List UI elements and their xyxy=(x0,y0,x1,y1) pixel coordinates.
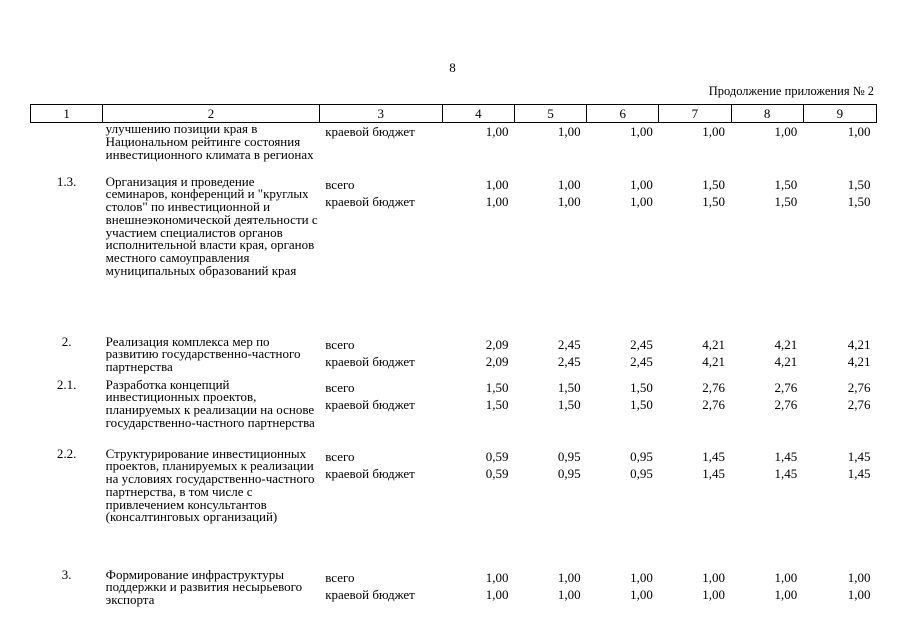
value-cell xyxy=(731,567,803,607)
value-cell xyxy=(659,123,731,174)
funding-source-cell xyxy=(319,334,442,377)
value-cell xyxy=(442,377,514,446)
amount-value: 1,00 xyxy=(557,569,581,585)
value-cell xyxy=(442,334,514,377)
amount-value: 1,00 xyxy=(702,587,726,602)
funding-source-cell xyxy=(319,567,442,607)
amount-value: 1,50 xyxy=(557,379,581,395)
amount-value: 0,59 xyxy=(485,448,509,464)
amount-value: 1,45 xyxy=(702,448,726,464)
amount-value: 1,00 xyxy=(485,587,509,602)
amount-value: 2,76 xyxy=(702,379,726,395)
funding-source: краевой бюджет xyxy=(325,397,415,412)
header-col-4: 4 xyxy=(442,105,514,123)
amount-value: 1,50 xyxy=(485,379,509,395)
amount-value: 0,95 xyxy=(557,448,581,464)
amount-value: 1,00 xyxy=(557,176,581,192)
row-description: Структурирование инвестиционных проектов, планируемых к реализации на условиях государственно-частного партнерства, в том числе с привлечением консультантов (консалтинговых организаций) xyxy=(105,445,315,525)
funding-source-cell xyxy=(319,174,442,334)
amount-value: 1,50 xyxy=(847,176,871,192)
value-cell xyxy=(587,123,659,174)
header-col-9: 9 xyxy=(803,105,876,123)
value-cell xyxy=(659,446,731,567)
funding-source: краевой бюджет xyxy=(325,587,415,602)
row-description: Формирование инфраструктуры поддержки и развития несырьевого экспорта xyxy=(105,566,303,608)
value-cell xyxy=(515,377,587,446)
amount-value: 2,09 xyxy=(485,336,509,352)
funding-source-cell xyxy=(319,123,442,174)
value-cell xyxy=(442,567,514,607)
amount-value: 1,45 xyxy=(847,466,871,481)
amount-value: 4,21 xyxy=(774,354,798,369)
table-body xyxy=(31,123,877,607)
amount-value: 4,21 xyxy=(847,354,871,369)
amount-value: 1,00 xyxy=(630,124,653,139)
funding-source: краевой бюджет xyxy=(325,354,415,369)
funding-source: краевой бюджет xyxy=(325,194,415,209)
amount-value: 4,21 xyxy=(702,354,726,369)
funding-source: краевой бюджет xyxy=(325,124,415,139)
continuation-caption: Продолжение приложения № 2 xyxy=(708,84,874,98)
amount-value: 1,00 xyxy=(630,194,653,209)
value-cell xyxy=(731,446,803,567)
amount-value: 2,76 xyxy=(774,397,798,412)
amount-value: 1,50 xyxy=(557,397,581,412)
value-cell xyxy=(515,123,587,174)
value-cell xyxy=(803,446,876,567)
amount-value: 0,95 xyxy=(630,466,653,481)
amount-value: 1,50 xyxy=(702,176,726,192)
amount-value: 1,00 xyxy=(774,124,798,139)
value-cell xyxy=(515,567,587,607)
amount-value: 1,50 xyxy=(847,194,871,209)
value-cell xyxy=(515,334,587,377)
amount-value: 1,00 xyxy=(557,587,581,602)
value-cell xyxy=(587,377,659,446)
amount-value: 2,45 xyxy=(630,354,653,369)
header-col-8: 8 xyxy=(731,105,803,123)
table-row xyxy=(31,377,877,446)
amount-value: 0,95 xyxy=(630,448,653,464)
amount-value: 1,50 xyxy=(630,379,653,395)
funding-source-cell xyxy=(319,377,442,446)
header-col-1: 1 xyxy=(31,105,103,123)
amount-value: 1,45 xyxy=(847,448,871,464)
amount-value: 1,00 xyxy=(485,124,509,139)
value-cell xyxy=(587,446,659,567)
header-col-3: 3 xyxy=(319,105,442,123)
row-description: Организация и проведение семинаров, конференций и "круглых столов" по инвестиционной и внешнеэкономической деятельности с участием специалистов органов исполнительной власти края, органов местного самоуправления муниципальных образований края xyxy=(105,173,318,279)
value-cell xyxy=(659,567,731,607)
page-number: 8 xyxy=(449,60,456,75)
amount-value: 2,76 xyxy=(847,379,871,395)
amount-value: 1,00 xyxy=(557,194,581,209)
amount-value: 1,45 xyxy=(774,448,798,464)
amount-value: 2,76 xyxy=(702,397,726,412)
amount-value: 1,00 xyxy=(630,569,653,585)
amount-value: 1,50 xyxy=(630,397,653,412)
amount-value: 1,50 xyxy=(774,194,798,209)
amount-value: 2,45 xyxy=(630,336,653,352)
header-row xyxy=(31,105,877,123)
amount-value: 1,00 xyxy=(485,569,509,585)
funding-source: всего xyxy=(325,176,355,192)
row-description: улучшению позиции края в Национальном рейтинге состояния инвестиционного климата в регионах xyxy=(105,121,314,162)
value-cell xyxy=(731,334,803,377)
amount-value: 0,95 xyxy=(557,466,581,481)
value-cell xyxy=(803,567,876,607)
value-cell xyxy=(515,446,587,567)
value-cell xyxy=(659,377,731,446)
amount-value: 1,00 xyxy=(847,569,871,585)
amount-value: 1,00 xyxy=(557,124,581,139)
header-col-2: 2 xyxy=(103,105,320,123)
value-cell xyxy=(659,174,731,334)
amount-value: 4,21 xyxy=(847,336,871,352)
amount-value: 1,50 xyxy=(774,176,798,192)
value-cell xyxy=(442,446,514,567)
row-description: Разработка концепций инвестиционных проектов, планируемых к реализации на основе государственно-частного партнерства xyxy=(105,376,315,430)
funding-source: всего xyxy=(325,569,355,585)
row-number: 2. xyxy=(61,333,72,349)
funding-source: краевой бюджет xyxy=(325,466,415,481)
value-cell xyxy=(803,174,876,334)
row-number xyxy=(31,123,103,174)
value-cell xyxy=(731,174,803,334)
funding-source-cell xyxy=(319,446,442,567)
value-cell xyxy=(731,377,803,446)
header-col-6: 6 xyxy=(587,105,659,123)
amount-value: 2,76 xyxy=(774,379,798,395)
amount-value: 1,50 xyxy=(485,397,509,412)
header-col-5: 5 xyxy=(515,105,587,123)
value-cell xyxy=(803,377,876,446)
amount-value: 2,45 xyxy=(557,336,581,352)
row-number: 2.2. xyxy=(56,445,77,461)
amount-value: 1,00 xyxy=(630,176,653,192)
amount-value: 1,00 xyxy=(774,569,798,585)
value-cell xyxy=(659,334,731,377)
amount-value: 1,00 xyxy=(485,176,509,192)
value-cell xyxy=(731,123,803,174)
header-col-7: 7 xyxy=(659,105,731,123)
value-cell xyxy=(442,123,514,174)
amount-value: 2,76 xyxy=(847,397,871,412)
value-cell xyxy=(803,123,876,174)
amount-value: 2,09 xyxy=(485,354,509,369)
value-cell xyxy=(587,174,659,334)
value-cell xyxy=(515,174,587,334)
row-number: 3. xyxy=(61,566,72,582)
amount-value: 1,00 xyxy=(702,124,726,139)
amount-value: 4,21 xyxy=(774,336,798,352)
amount-value: 1,00 xyxy=(702,569,726,585)
amount-value: 1,00 xyxy=(774,587,798,602)
value-cell xyxy=(587,567,659,607)
row-number: 2.1. xyxy=(56,376,77,392)
row-description: Реализация комплекса мер по развитию государственно-частного партнерства xyxy=(105,333,301,375)
amount-value: 4,21 xyxy=(702,336,726,352)
amount-value: 1,00 xyxy=(485,194,509,209)
table-row xyxy=(31,174,877,334)
value-cell xyxy=(803,334,876,377)
table-row xyxy=(31,123,877,174)
amount-value: 1,50 xyxy=(702,194,726,209)
value-cell xyxy=(442,174,514,334)
table-row xyxy=(31,567,877,607)
funding-source: всего xyxy=(325,336,355,352)
funding-source: всего xyxy=(325,448,355,464)
amount-value: 1,00 xyxy=(847,587,871,602)
amount-value: 1,45 xyxy=(702,466,726,481)
amount-value: 1,00 xyxy=(847,124,871,139)
amount-value: 1,00 xyxy=(630,587,653,602)
amount-value: 2,45 xyxy=(557,354,581,369)
table-row xyxy=(31,334,877,377)
value-cell xyxy=(587,334,659,377)
budget-table xyxy=(30,104,877,607)
funding-source: всего xyxy=(325,379,355,395)
row-number: 1.3. xyxy=(56,173,77,189)
table-row xyxy=(31,446,877,567)
amount-value: 1,45 xyxy=(774,466,798,481)
amount-value: 0,59 xyxy=(485,466,509,481)
